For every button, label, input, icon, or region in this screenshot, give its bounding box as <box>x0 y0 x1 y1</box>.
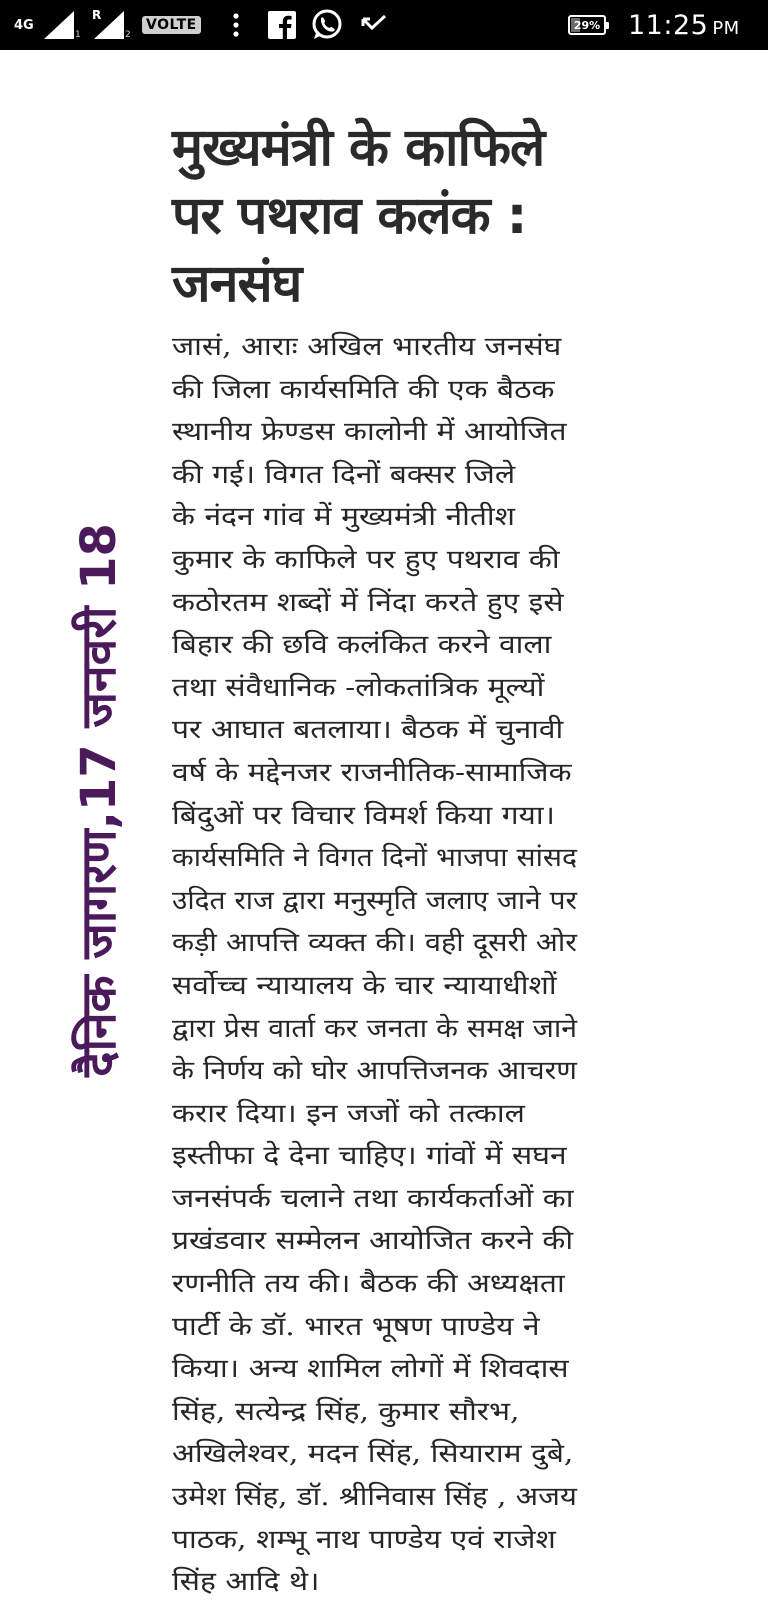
article-body-line: अखिलेश्वर, मदन सिंह, सियाराम दुबे, <box>172 1439 574 1470</box>
article-body-line: इस्तीफा दे देना चाहिए। गांवों में सघन <box>172 1141 567 1172</box>
article-body-line: उदित राज द्वारा मनुस्मृति जलाए जाने पर <box>172 885 577 916</box>
article-body-line: के नंदन गांव में मुख्यमंत्री नीतीश <box>172 502 515 533</box>
roaming-label: R <box>92 8 102 22</box>
article-body-line: पार्टी के डॉ. भारत भूषण पाण्डेय ने <box>172 1311 540 1342</box>
article-body-line: सिंह आदि थे। <box>172 1567 320 1598</box>
article-body-line: कुमार के काफिले पर हुए पथराव की <box>172 544 560 575</box>
article-body-line: कठोरतम शब्दों में निंदा करते हुए इसे <box>172 587 564 618</box>
article-body-line: की जिला कार्यसमिति की एक बैठक <box>172 374 555 405</box>
headline-line: जनसंघ <box>172 254 302 314</box>
article-body-line: वर्ष के मद्देनजर राजनीतिक-सामाजिक <box>172 757 572 788</box>
article-body-line: बिंदुओं पर विचार विमर्श किया गया। <box>172 800 555 831</box>
article-body-line: के निर्णय को घोर आपत्तिजनक आचरण <box>172 1056 577 1087</box>
volte-indicator <box>142 0 201 50</box>
article-body-line: बिहार की छवि कलंकित करने वाला <box>172 630 552 661</box>
article-body-line: पाठक, शम्भू नाथ पाण्डेय एवं राजेश <box>172 1524 556 1555</box>
article-body-line: करार दिया। इन जजों को तत्काल <box>172 1098 525 1129</box>
article-body <box>172 326 592 1604</box>
headline-line: पर पथराव कलंक : <box>172 186 527 246</box>
volte-badge: VOLTE <box>142 16 201 34</box>
more-vert-icon <box>232 0 240 50</box>
sim2-index: 2 <box>125 30 131 40</box>
battery-indicator <box>568 0 606 50</box>
article-body-line: प्रखंडवार सम्मेलन आयोजित करने की <box>172 1226 574 1257</box>
article-body-line: की गई। विगत दिनों बक्सर जिले <box>172 459 516 490</box>
article-body-line: पर आघात बतलाया। बैठक में चुनावी <box>172 715 564 746</box>
sim1-index: 1 <box>75 30 81 40</box>
article-body-line: किया। अन्य शामिल लोगों में शिवदास <box>172 1354 569 1385</box>
article-body-line: सिंह, सत्येन्द्र सिंह, कुमार सौरभ, <box>172 1396 520 1427</box>
article-body-line: जासं, आराः अखिल भारतीय जनसंघ <box>172 332 562 362</box>
article-body-line: कड़ी आपत्ति व्यक्त की। वही दूसरी ओर <box>172 928 577 959</box>
network-indicator <box>14 0 34 50</box>
article-body-line: स्थानीय फ्रेण्डस कालोनी में आयोजित <box>172 417 567 448</box>
article-body-line: द्वारा प्रेस वार्ता कर जनता के समक्ष जाने <box>172 1013 577 1044</box>
clock-ampm: PM <box>712 17 740 39</box>
sim2-signal <box>90 0 131 50</box>
headline <box>172 114 592 318</box>
article-body-line: तथा संवैधानिक -लोकतांत्रिक मूल्यों <box>172 672 545 703</box>
newspaper-clipping <box>0 50 768 1600</box>
clock <box>628 0 740 50</box>
signal-icon <box>44 11 74 39</box>
article-body-line: कार्यसमिति ने विगत दिनों भाजपा सांसद <box>172 843 577 874</box>
battery-icon <box>568 15 606 35</box>
status-bar <box>0 0 768 50</box>
sim1-signal <box>44 0 81 50</box>
clock-time: 11:25 <box>628 9 709 41</box>
whatsapp-icon <box>310 0 344 50</box>
headline-line: मुख्यमंत्री के काफिले <box>172 118 545 178</box>
article-body-line: उमेश सिंह, डॉ. श्रीनिवास सिंह , अजय <box>172 1482 577 1513</box>
publication-caption: दैनिक जागरण,17 जनवरी 18 <box>70 523 127 1077</box>
missed-call-icon <box>360 0 388 50</box>
article-body-line: रणनीति तय की। बैठक की अध्यक्षता <box>172 1269 565 1300</box>
battery-percent: 29% <box>573 18 601 32</box>
facebook-icon <box>268 0 296 50</box>
article-body-line: सर्वोच्च न्यायालय के चार न्यायाधीशों <box>172 970 557 1001</box>
article-body-line: जनसंपर्क चलाने तथा कार्यकर्ताओं का <box>172 1183 574 1214</box>
network-type-label: 4G <box>14 17 34 33</box>
article <box>172 114 592 1604</box>
